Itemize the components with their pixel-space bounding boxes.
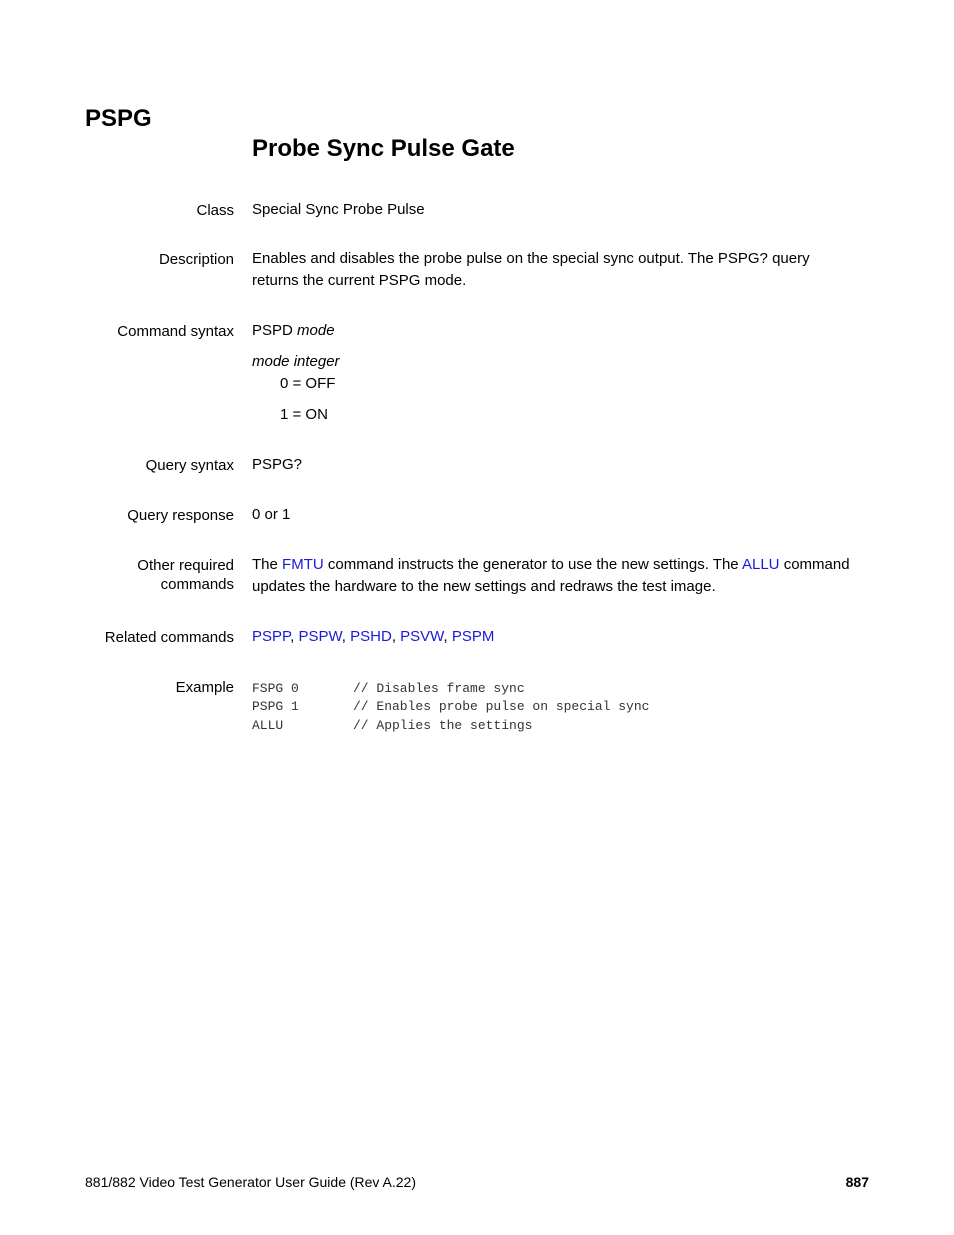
code-comment: // Applies the settings [353,718,533,733]
query-syntax-value: PSPG? [252,456,303,473]
syntax-command: PSPD [252,322,293,339]
example-label: Example [175,679,234,696]
command-syntax-label: Command syntax [117,323,234,340]
other-required-text-2: command instructs the generator to use the new settings. The [327,556,739,573]
class-value: Special Sync Probe Pulse [252,201,425,218]
query-syntax-label: Query syntax [145,457,234,474]
link-psvw[interactable]: PSVW [400,628,444,645]
query-response-value: 0 or 1 [252,506,291,523]
link-pshd[interactable]: PSHD [350,628,392,645]
related-separator: , [341,628,346,645]
related-separator: , [443,628,448,645]
other-required-label-line-2: commands [160,576,234,593]
code-comment: // Disables frame sync [353,681,525,696]
command-syntax-value [252,320,872,342]
other-required-label-line-1: Other required [137,557,234,574]
query-response-label: Query response [127,507,234,524]
class-label: Class [196,202,234,219]
other-required-text [252,554,872,598]
code-command: ALLU [252,718,284,733]
link-pspw[interactable]: PSPW [298,628,342,645]
link-allu[interactable]: ALLU [741,556,780,573]
other-required-line-2: updates the hardware to the new settings and redraws the test image. [252,578,716,595]
param-option-off: 0 = OFF [280,375,336,392]
description-line-2: returns the current PSPG mode. [252,272,467,289]
description-line-1: Enables and disables the probe pulse on the special sync output. The PSPG? query [252,250,810,267]
related-commands-list [252,626,872,648]
footer-guide-title: 881/882 Video Test Generator User Guide (Rev A.22) [85,1174,417,1190]
other-required-text-3: command [783,556,850,573]
description-text [252,248,872,292]
param-definition: mode integer [252,353,340,370]
syntax-param: mode [297,322,335,339]
description-label: Description [158,251,234,268]
other-required-label [60,556,234,594]
page-number: 887 [845,1174,869,1190]
code-command: PSPG 1 [252,699,299,714]
link-fmtu[interactable]: FMTU [282,556,324,573]
code-comment: // Enables probe pulse on special sync [353,699,650,714]
other-required-text-1: The [252,556,278,573]
related-commands-label: Related commands [104,629,234,646]
related-separator: , [391,628,396,645]
code-command: FSPG 0 [252,681,299,696]
link-pspp[interactable]: PSPP [252,628,291,645]
command-title: Probe Sync Pulse Gate [252,135,515,162]
link-pspm[interactable]: PSPM [451,628,495,645]
param-option-on: 1 = ON [280,406,328,423]
related-separator: , [290,628,295,645]
command-code: PSPG [85,105,152,132]
